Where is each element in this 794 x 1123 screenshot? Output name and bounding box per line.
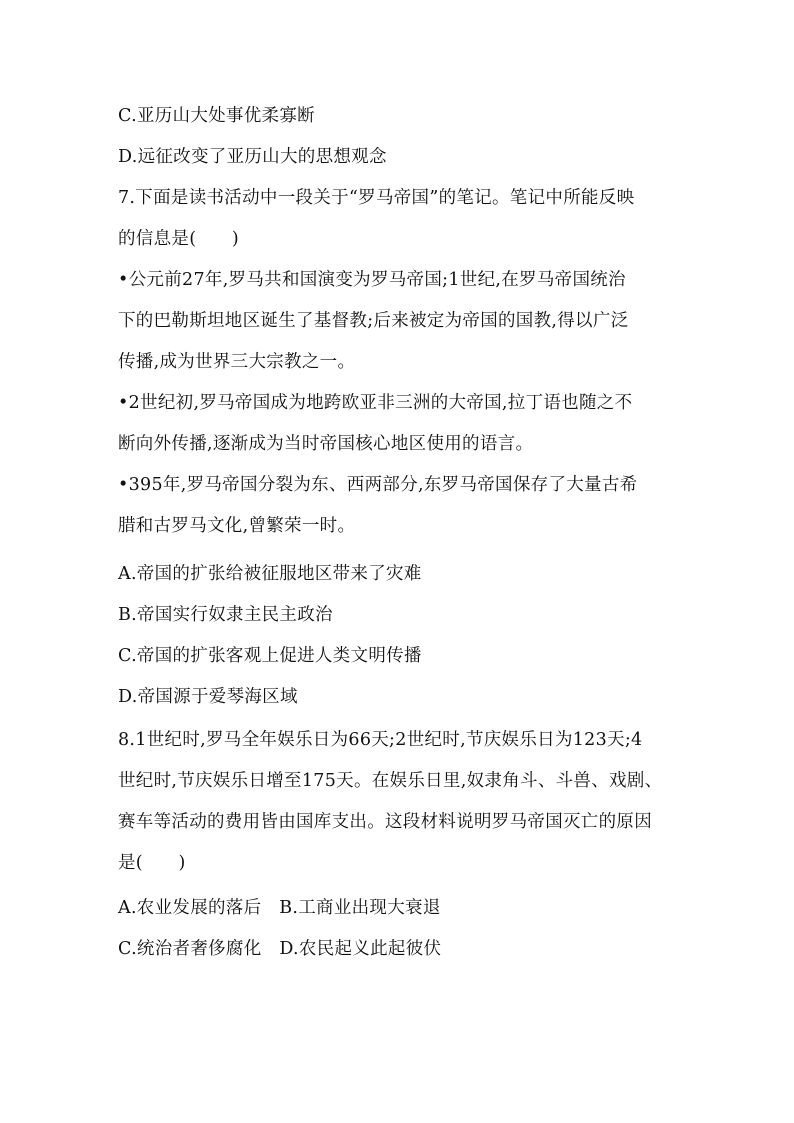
option-6d: D.远征改变了亚历山大的思想观念 xyxy=(118,147,387,167)
option-7c: C.帝国的扩张客观上促进人类文明传播 xyxy=(118,646,422,666)
options-8cd: C.统治者奢侈腐化 D.农民起义此起彼伏 xyxy=(118,939,442,959)
options-8ab: A.农业发展的落后 B.工商业出现大衰退 xyxy=(118,898,441,918)
option-7d: D.帝国源于爱琴海区域 xyxy=(118,687,298,707)
question-8-stem: 是( ) xyxy=(118,853,186,873)
question-7-stem: 的信息是( ) xyxy=(118,229,240,249)
note-bullet-3: 腊和古罗马文化,曾繁荣一时。 xyxy=(118,516,356,536)
question-8-stem: 8.1世纪时,罗马全年娱乐日为66天;2世纪时,节庆娱乐日为123天;4 xyxy=(118,730,643,750)
option-7b: B.帝国实行奴隶主民主政治 xyxy=(118,605,333,625)
note-bullet-1: •公元前27年,罗马共和国演变为罗马帝国;1世纪,在罗马帝国统治 xyxy=(118,270,626,290)
note-bullet-2: •2世纪初,罗马帝国成为地跨欧亚非三洲的大帝国,拉丁语也随之不 xyxy=(118,393,633,413)
option-7a: A.帝国的扩张给被征服地区带来了灾难 xyxy=(118,564,422,584)
note-bullet-3: •395年,罗马帝国分裂为东、西两部分,东罗马帝国保存了大量古希 xyxy=(118,475,638,495)
question-8-stem: 世纪时,节庆娱乐日增至175天。在娱乐日里,奴隶角斗、斗兽、戏剧、 xyxy=(118,771,663,791)
note-bullet-1: 下的巴勒斯坦地区诞生了基督教;后来被定为帝国的国教,得以广泛 xyxy=(118,311,629,331)
option-6c: C.亚历山大处事优柔寡断 xyxy=(118,106,315,126)
note-bullet-2: 断向外传播,逐渐成为当时帝国核心地区使用的语言。 xyxy=(118,434,534,454)
question-7-stem: 7.下面是读书活动中一段关于“罗马帝国”的笔记。笔记中所能反映 xyxy=(118,188,635,208)
note-bullet-1: 传播,成为世界三大宗教之一。 xyxy=(118,352,356,372)
question-8-stem: 赛车等活动的费用皆由国库支出。这段材料说明罗马帝国灭亡的原因 xyxy=(118,812,652,832)
